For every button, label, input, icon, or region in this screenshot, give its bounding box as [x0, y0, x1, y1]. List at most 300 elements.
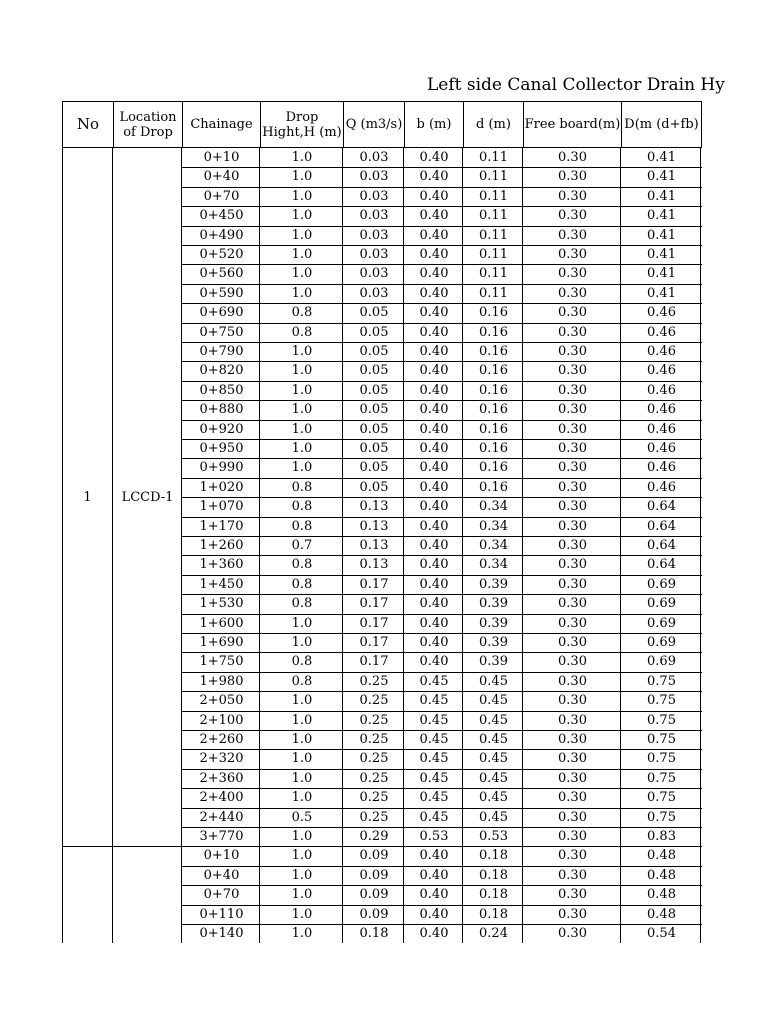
cell-depth: 0.41: [647, 266, 676, 282]
cell-chainage: 1+020: [199, 479, 244, 495]
cell-free-board: 0.30: [558, 441, 587, 456]
cell-b: 0.40: [419, 421, 449, 437]
cell-free-board: 0.30: [558, 479, 587, 495]
header-location: Location of Drop: [114, 102, 183, 148]
cell-d: 0.16: [479, 441, 508, 456]
cell-chainage: 0+40: [203, 169, 240, 185]
column-border: [700, 148, 701, 943]
cell-q: 0.03: [359, 169, 389, 185]
cell-depth: 0.69: [647, 576, 676, 592]
cell-chainage: 1+070: [199, 499, 244, 515]
cell-free-board: 0.30: [558, 324, 587, 340]
cell-d: 0.16: [479, 421, 508, 437]
cell-depth: 0.48: [647, 906, 676, 922]
column-border: [403, 148, 404, 943]
cell-chainage: 3+770: [199, 829, 244, 844]
cell-depth: 0.46: [647, 402, 676, 418]
cell-d: 0.39: [479, 654, 508, 670]
cell-drop-height: 1.0: [291, 208, 313, 224]
column-border: [522, 148, 523, 943]
cell-drop-height: 1.0: [291, 247, 313, 262]
cell-b: 0.40: [419, 654, 449, 670]
cell-chainage: 0+10: [203, 150, 240, 165]
cell-free-board: 0.30: [558, 421, 587, 437]
cell-chainage: 1+530: [199, 596, 244, 612]
group-location: LCCD-1: [121, 490, 174, 506]
cell-q: 0.13: [359, 518, 389, 534]
cell-free-board: 0.30: [558, 848, 587, 864]
cell-q: 0.05: [359, 441, 389, 456]
cell-chainage: 1+600: [199, 615, 244, 631]
cell-b: 0.40: [419, 285, 449, 301]
cell-d: 0.34: [479, 538, 508, 553]
cell-chainage: 0+790: [199, 344, 244, 359]
cell-chainage: 2+260: [199, 732, 244, 747]
cell-chainage: 1+980: [199, 673, 244, 689]
cell-b: 0.40: [419, 557, 449, 573]
cell-drop-height: 1.0: [291, 344, 313, 359]
cell-free-board: 0.30: [558, 499, 587, 515]
cell-drop-height: 1.0: [291, 285, 313, 301]
cell-drop-height: 1.0: [291, 790, 313, 806]
cell-depth: 0.75: [647, 770, 676, 786]
cell-q: 0.25: [359, 790, 389, 806]
cell-d: 0.16: [479, 402, 508, 418]
cell-q: 0.13: [359, 538, 389, 553]
cell-free-board: 0.30: [558, 169, 587, 185]
cell-free-board: 0.30: [558, 887, 587, 903]
column-border: [620, 148, 621, 943]
cell-drop-height: 1.0: [291, 848, 313, 864]
cell-b: 0.53: [419, 829, 449, 844]
cell-chainage: 1+260: [199, 538, 244, 553]
cell-free-board: 0.30: [558, 770, 587, 786]
cell-b: 0.40: [419, 188, 449, 204]
cell-chainage: 0+70: [203, 887, 240, 903]
cell-free-board: 0.30: [558, 208, 587, 224]
cell-free-board: 0.30: [558, 576, 587, 592]
cell-q: 0.03: [359, 247, 389, 262]
cell-depth: 0.75: [647, 673, 676, 689]
cell-free-board: 0.30: [558, 518, 587, 534]
cell-depth: 0.75: [647, 732, 676, 747]
cell-d: 0.39: [479, 635, 508, 650]
cell-drop-height: 0.8: [291, 499, 313, 515]
cell-b: 0.40: [419, 887, 449, 903]
cell-free-board: 0.30: [558, 809, 587, 825]
cell-free-board: 0.30: [558, 460, 587, 476]
cell-b: 0.40: [419, 402, 449, 418]
cell-depth: 0.46: [647, 460, 676, 476]
cell-q: 0.03: [359, 227, 389, 243]
cell-d: 0.39: [479, 576, 508, 592]
cell-chainage: 0+820: [199, 363, 244, 379]
cell-chainage: 1+170: [199, 518, 244, 534]
cell-free-board: 0.30: [558, 285, 587, 301]
cell-q: 0.25: [359, 693, 389, 709]
cell-free-board: 0.30: [558, 906, 587, 922]
cell-d: 0.11: [479, 285, 508, 301]
cell-depth: 0.64: [647, 499, 676, 515]
cell-q: 0.29: [359, 829, 389, 844]
cell-drop-height: 0.8: [291, 576, 313, 592]
cell-drop-height: 1.0: [291, 751, 313, 767]
cell-b: 0.40: [419, 305, 449, 321]
cell-b: 0.45: [419, 732, 449, 747]
cell-d: 0.53: [479, 829, 508, 844]
cell-free-board: 0.30: [558, 150, 587, 165]
header-free-board: Free board(m): [524, 102, 622, 148]
cell-drop-height: 1.0: [291, 829, 313, 844]
group-number: 1: [83, 490, 92, 506]
cell-q: 0.03: [359, 285, 389, 301]
cell-drop-height: 1.0: [291, 635, 313, 650]
cell-depth: 0.41: [647, 227, 676, 243]
cell-free-board: 0.30: [558, 188, 587, 204]
cell-drop-height: 1.0: [291, 441, 313, 456]
cell-d: 0.16: [479, 382, 508, 398]
cell-chainage: 0+590: [199, 285, 244, 301]
cell-free-board: 0.30: [558, 596, 587, 612]
page-title: Left side Canal Collector Drain Hy: [427, 75, 725, 95]
cell-free-board: 0.30: [558, 266, 587, 282]
cell-drop-height: 1.0: [291, 926, 313, 941]
cell-drop-height: 0.8: [291, 518, 313, 534]
column-border: [342, 148, 343, 943]
cell-d: 0.11: [479, 208, 508, 224]
cell-drop-height: 0.8: [291, 305, 313, 321]
cell-drop-height: 1.0: [291, 906, 313, 922]
header-q: Q (m3/s): [344, 102, 405, 148]
header-depth: D(m (d+fb): [622, 102, 702, 148]
cell-depth: 0.69: [647, 654, 676, 670]
cell-b: 0.45: [419, 673, 449, 689]
cell-drop-height: 1.0: [291, 693, 313, 709]
cell-q: 0.05: [359, 479, 389, 495]
header-b: b (m): [405, 102, 464, 148]
cell-depth: 0.75: [647, 693, 676, 709]
cell-d: 0.16: [479, 305, 508, 321]
cell-depth: 0.48: [647, 867, 676, 883]
cell-b: 0.40: [419, 208, 449, 224]
cell-free-board: 0.30: [558, 654, 587, 670]
cell-depth: 0.54: [647, 926, 676, 941]
cell-d: 0.16: [479, 460, 508, 476]
group-location: [113, 886, 182, 905]
cell-depth: 0.75: [647, 751, 676, 767]
cell-drop-height: 1.0: [291, 169, 313, 185]
cell-chainage: 0+40: [203, 867, 240, 883]
cell-depth: 0.46: [647, 344, 676, 359]
cell-q: 0.05: [359, 460, 389, 476]
cell-b: 0.40: [419, 479, 449, 495]
cell-free-board: 0.30: [558, 790, 587, 806]
cell-depth: 0.46: [647, 324, 676, 340]
cell-chainage: 0+990: [199, 460, 244, 476]
cell-q: 0.25: [359, 673, 389, 689]
cell-q: 0.13: [359, 499, 389, 515]
cell-d: 0.11: [479, 169, 508, 185]
cell-drop-height: 1.0: [291, 402, 313, 418]
cell-free-board: 0.30: [558, 227, 587, 243]
cell-drop-height: 1.0: [291, 266, 313, 282]
cell-depth: 0.46: [647, 479, 676, 495]
cell-chainage: 0+110: [199, 906, 244, 922]
cell-d: 0.34: [479, 499, 508, 515]
cell-chainage: 2+050: [199, 693, 244, 709]
cell-chainage: 0+920: [199, 421, 244, 437]
cell-q: 0.03: [359, 150, 389, 165]
cell-depth: 0.48: [647, 887, 676, 903]
cell-b: 0.40: [419, 150, 449, 165]
cell-b: 0.45: [419, 693, 449, 709]
cell-drop-height: 1.0: [291, 732, 313, 747]
cell-q: 0.18: [359, 926, 389, 941]
column-border: [112, 148, 113, 943]
cell-chainage: 1+750: [199, 654, 244, 670]
cell-q: 0.25: [359, 732, 389, 747]
cell-depth: 0.75: [647, 712, 676, 728]
header-chainage: Chainage: [183, 102, 261, 148]
cell-free-board: 0.30: [558, 829, 587, 844]
cell-q: 0.17: [359, 635, 389, 650]
cell-b: 0.45: [419, 790, 449, 806]
cell-d: 0.18: [479, 848, 508, 864]
cell-q: 0.03: [359, 208, 389, 224]
cell-chainage: 2+360: [199, 770, 244, 786]
cell-depth: 0.46: [647, 305, 676, 321]
cell-depth: 0.46: [647, 441, 676, 456]
cell-drop-height: 1.0: [291, 227, 313, 243]
cell-free-board: 0.30: [558, 538, 587, 553]
cell-chainage: 2+400: [199, 790, 244, 806]
cell-d: 0.45: [479, 809, 508, 825]
cell-depth: 0.46: [647, 363, 676, 379]
cell-drop-height: 1.0: [291, 770, 313, 786]
cell-depth: 0.48: [647, 848, 676, 864]
cell-q: 0.05: [359, 305, 389, 321]
cell-depth: 0.46: [647, 382, 676, 398]
header-drop-height: Drop Hight,H (m): [261, 102, 344, 148]
cell-drop-height: 1.0: [291, 712, 313, 728]
cell-d: 0.24: [479, 926, 508, 941]
cell-chainage: 2+100: [199, 712, 244, 728]
cell-d: 0.45: [479, 790, 508, 806]
cell-q: 0.17: [359, 576, 389, 592]
header-no: No: [63, 102, 114, 148]
cell-depth: 0.46: [647, 421, 676, 437]
cell-b: 0.40: [419, 169, 449, 185]
cell-chainage: 1+450: [199, 576, 244, 592]
cell-b: 0.45: [419, 770, 449, 786]
header-d: d (m): [464, 102, 524, 148]
cell-depth: 0.83: [647, 829, 676, 844]
cell-depth: 0.64: [647, 518, 676, 534]
cell-q: 0.25: [359, 809, 389, 825]
cell-free-board: 0.30: [558, 751, 587, 767]
cell-drop-height: 0.8: [291, 654, 313, 670]
cell-free-board: 0.30: [558, 693, 587, 709]
group-separator: [62, 846, 182, 847]
cell-depth: 0.69: [647, 635, 676, 650]
cell-depth: 0.64: [647, 557, 676, 573]
cell-d: 0.16: [479, 479, 508, 495]
cell-d: 0.11: [479, 227, 508, 243]
cell-depth: 0.41: [647, 188, 676, 204]
cell-q: 0.17: [359, 654, 389, 670]
cell-free-board: 0.30: [558, 247, 587, 262]
cell-chainage: 0+560: [199, 266, 244, 282]
cell-b: 0.40: [419, 576, 449, 592]
cell-q: 0.09: [359, 848, 389, 864]
cell-q: 0.25: [359, 751, 389, 767]
cell-chainage: 0+10: [203, 848, 240, 864]
cell-q: 0.25: [359, 770, 389, 786]
cell-drop-height: 0.7: [291, 538, 313, 553]
cell-drop-height: 1.0: [291, 615, 313, 631]
cell-b: 0.40: [419, 867, 449, 883]
cell-chainage: 0+880: [199, 402, 244, 418]
cell-depth: 0.41: [647, 169, 676, 185]
cell-b: 0.40: [419, 460, 449, 476]
cell-depth: 0.41: [647, 208, 676, 224]
cell-d: 0.16: [479, 363, 508, 379]
cell-free-board: 0.30: [558, 344, 587, 359]
cell-d: 0.16: [479, 324, 508, 340]
cell-q: 0.05: [359, 324, 389, 340]
cell-d: 0.11: [479, 247, 508, 262]
cell-b: 0.40: [419, 441, 449, 456]
cell-d: 0.11: [479, 150, 508, 165]
column-border: [462, 148, 463, 943]
cell-depth: 0.41: [647, 150, 676, 165]
cell-free-board: 0.30: [558, 712, 587, 728]
cell-free-board: 0.30: [558, 557, 587, 573]
cell-drop-height: 1.0: [291, 887, 313, 903]
cell-depth: 0.41: [647, 247, 676, 262]
cell-chainage: 0+490: [199, 227, 244, 243]
cell-b: 0.40: [419, 324, 449, 340]
cell-chainage: 2+440: [199, 809, 244, 825]
cell-chainage: 0+70: [203, 188, 240, 204]
cell-free-board: 0.30: [558, 732, 587, 747]
cell-free-board: 0.30: [558, 402, 587, 418]
cell-b: 0.40: [419, 363, 449, 379]
cell-b: 0.40: [419, 382, 449, 398]
cell-q: 0.17: [359, 615, 389, 631]
cell-q: 0.09: [359, 867, 389, 883]
cell-chainage: 1+360: [199, 557, 244, 573]
cell-d: 0.39: [479, 596, 508, 612]
cell-q: 0.09: [359, 887, 389, 903]
cell-q: 0.05: [359, 344, 389, 359]
cell-free-board: 0.30: [558, 615, 587, 631]
cell-depth: 0.69: [647, 596, 676, 612]
cell-b: 0.45: [419, 712, 449, 728]
cell-chainage: 0+140: [199, 926, 244, 941]
cell-drop-height: 0.8: [291, 673, 313, 689]
cell-d: 0.34: [479, 518, 508, 534]
cell-drop-height: 1.0: [291, 867, 313, 883]
cell-free-board: 0.30: [558, 382, 587, 398]
cell-drop-height: 1.0: [291, 382, 313, 398]
cell-depth: 0.64: [647, 538, 676, 553]
cell-b: 0.40: [419, 344, 449, 359]
cell-q: 0.05: [359, 421, 389, 437]
cell-b: 0.40: [419, 499, 449, 515]
cell-q: 0.17: [359, 596, 389, 612]
cell-d: 0.45: [479, 693, 508, 709]
cell-d: 0.45: [479, 712, 508, 728]
cell-drop-height: 1.0: [291, 460, 313, 476]
cell-chainage: 0+750: [199, 324, 244, 340]
column-border: [181, 148, 182, 943]
cell-q: 0.13: [359, 557, 389, 573]
cell-chainage: 2+320: [199, 751, 244, 767]
cell-b: 0.40: [419, 227, 449, 243]
cell-b: 0.45: [419, 751, 449, 767]
cell-d: 0.11: [479, 188, 508, 204]
cell-drop-height: 1.0: [291, 150, 313, 165]
cell-d: 0.45: [479, 673, 508, 689]
cell-q: 0.25: [359, 712, 389, 728]
cell-chainage: 0+850: [199, 382, 244, 398]
cell-chainage: 1+690: [199, 635, 244, 650]
cell-b: 0.40: [419, 538, 449, 553]
cell-b: 0.40: [419, 247, 449, 262]
cell-depth: 0.41: [647, 285, 676, 301]
cell-drop-height: 1.0: [291, 363, 313, 379]
cell-d: 0.18: [479, 867, 508, 883]
cell-chainage: 0+520: [199, 247, 244, 262]
cell-q: 0.09: [359, 906, 389, 922]
column-border: [62, 148, 63, 943]
cell-q: 0.05: [359, 382, 389, 398]
cell-d: 0.39: [479, 615, 508, 631]
cell-q: 0.05: [359, 402, 389, 418]
cell-free-board: 0.30: [558, 673, 587, 689]
cell-d: 0.18: [479, 906, 508, 922]
cell-drop-height: 0.8: [291, 324, 313, 340]
cell-free-board: 0.30: [558, 926, 587, 941]
cell-b: 0.40: [419, 926, 449, 941]
cell-d: 0.45: [479, 732, 508, 747]
cell-drop-height: 1.0: [291, 188, 313, 204]
cell-depth: 0.69: [647, 615, 676, 631]
table-header: [62, 101, 702, 148]
cell-b: 0.40: [419, 906, 449, 922]
cell-d: 0.18: [479, 887, 508, 903]
cell-chainage: 0+950: [199, 441, 244, 456]
cell-drop-height: 0.8: [291, 479, 313, 495]
cell-b: 0.40: [419, 635, 449, 650]
cell-b: 0.40: [419, 266, 449, 282]
cell-drop-height: 0.5: [291, 809, 313, 825]
cell-free-board: 0.30: [558, 305, 587, 321]
cell-q: 0.05: [359, 363, 389, 379]
cell-b: 0.45: [419, 809, 449, 825]
cell-b: 0.40: [419, 518, 449, 534]
cell-d: 0.45: [479, 751, 508, 767]
cell-free-board: 0.30: [558, 635, 587, 650]
cell-free-board: 0.30: [558, 363, 587, 379]
cell-b: 0.40: [419, 596, 449, 612]
cell-d: 0.16: [479, 344, 508, 359]
cell-q: 0.03: [359, 266, 389, 282]
cell-chainage: 0+450: [199, 208, 244, 224]
cell-drop-height: 0.8: [291, 596, 313, 612]
cell-d: 0.11: [479, 266, 508, 282]
